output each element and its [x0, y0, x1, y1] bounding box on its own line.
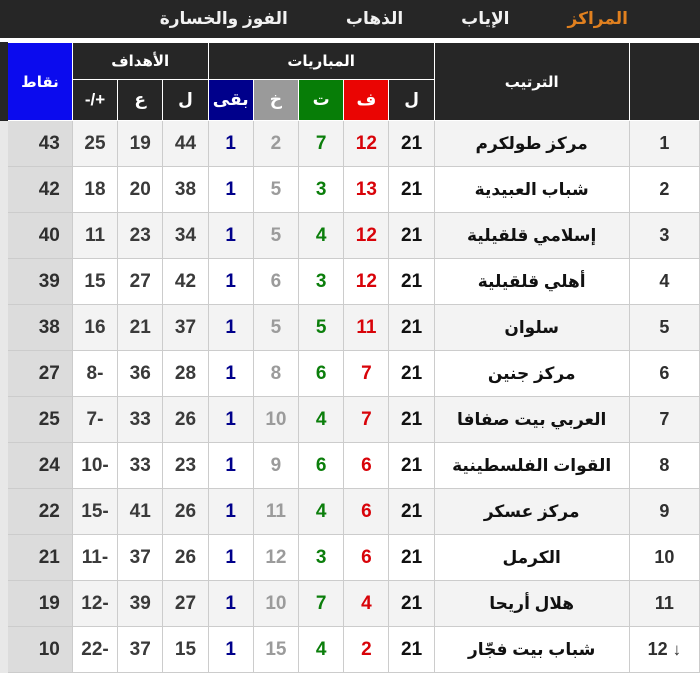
- losses-cell: 9: [253, 443, 298, 489]
- team-name[interactable]: مركز طولكرم: [434, 121, 629, 167]
- draws-cell: 4: [299, 627, 344, 673]
- points-cell: 43: [4, 121, 72, 167]
- goal-diff-cell: -22: [72, 627, 117, 673]
- table-row[interactable]: [4, 259, 700, 305]
- team-name[interactable]: هلال أريحا: [434, 581, 629, 627]
- played-cell: 21: [389, 213, 434, 259]
- goal-diff-cell: -7: [72, 397, 117, 443]
- rank-cell: 7: [629, 397, 699, 443]
- goals-for-cell: 34: [163, 213, 208, 259]
- wins-cell: 6: [344, 443, 389, 489]
- goals-against-cell: 33: [118, 397, 163, 443]
- team-name[interactable]: العربي بيت صفافا: [434, 397, 629, 443]
- goals-against-cell: 27: [118, 259, 163, 305]
- goals-for-header: ل: [163, 80, 208, 121]
- played-cell: 21: [389, 305, 434, 351]
- draws-cell: 7: [299, 581, 344, 627]
- draws-cell: 6: [299, 443, 344, 489]
- rank-cell: 8: [629, 443, 699, 489]
- points-cell: 10: [4, 627, 72, 673]
- goals-against-cell: 39: [118, 581, 163, 627]
- goals-against-cell: 21: [118, 305, 163, 351]
- losses-cell: 10: [253, 397, 298, 443]
- losses-cell: 5: [253, 167, 298, 213]
- rank-cell: 9: [629, 489, 699, 535]
- goals-for-cell: 27: [163, 581, 208, 627]
- goal-diff-cell: -12: [72, 581, 117, 627]
- table-row[interactable]: [4, 121, 700, 167]
- table-row[interactable]: [4, 167, 700, 213]
- standings-body: [4, 121, 700, 673]
- points-cell: 40: [4, 213, 72, 259]
- goals-against-cell: 20: [118, 167, 163, 213]
- relegation-arrow-icon: ↓: [672, 639, 682, 659]
- remaining-header: بقى: [208, 80, 253, 121]
- table-row[interactable]: [4, 489, 700, 535]
- played-cell: 21: [389, 351, 434, 397]
- wins-cell: 12: [344, 259, 389, 305]
- rank-cell: 12 ↓: [629, 627, 699, 673]
- points-cell: 19: [4, 581, 72, 627]
- goals-against-header: ع: [118, 80, 163, 121]
- draws-cell: 5: [299, 305, 344, 351]
- remaining-cell: 1: [208, 443, 253, 489]
- points-cell: 27: [4, 351, 72, 397]
- wins-cell: 7: [344, 397, 389, 443]
- remaining-cell: 1: [208, 259, 253, 305]
- team-name[interactable]: مركز جنين: [434, 351, 629, 397]
- tab-win-loss[interactable]: الفوز والخسارة: [159, 9, 288, 28]
- losses-cell: 11: [253, 489, 298, 535]
- rank-cell: 4: [629, 259, 699, 305]
- wins-cell: 2: [344, 627, 389, 673]
- rank-cell: 10: [629, 535, 699, 581]
- rank-cell: 6: [629, 351, 699, 397]
- team-name[interactable]: شباب العبيدية: [434, 167, 629, 213]
- wins-cell: 11: [344, 305, 389, 351]
- losses-cell: 5: [253, 213, 298, 259]
- losses-cell: 15: [253, 627, 298, 673]
- played-cell: 21: [389, 121, 434, 167]
- table-row[interactable]: [4, 627, 700, 673]
- draws-cell: 3: [299, 259, 344, 305]
- draws-cell: 3: [299, 535, 344, 581]
- goals-against-cell: 23: [118, 213, 163, 259]
- losses-cell: 5: [253, 305, 298, 351]
- goals-against-cell: 41: [118, 489, 163, 535]
- draws-header: ت: [299, 80, 344, 121]
- remaining-cell: 1: [208, 167, 253, 213]
- wins-cell: 13: [344, 167, 389, 213]
- remaining-cell: 1: [208, 351, 253, 397]
- table-row[interactable]: [4, 581, 700, 627]
- table-row[interactable]: [4, 443, 700, 489]
- points-cell: 25: [4, 397, 72, 443]
- team-name[interactable]: شباب بيت فجّار: [434, 627, 629, 673]
- points-cell: 42: [4, 167, 72, 213]
- remaining-cell: 1: [208, 535, 253, 581]
- goals-against-cell: 33: [118, 443, 163, 489]
- losses-cell: 2: [253, 121, 298, 167]
- goals-against-cell: 37: [118, 535, 163, 581]
- remaining-cell: 1: [208, 489, 253, 535]
- played-header: ل: [389, 80, 434, 121]
- goal-diff-cell: 16: [72, 305, 117, 351]
- goal-diff-cell: -10: [72, 443, 117, 489]
- rank-cell: 2: [629, 167, 699, 213]
- rank-cell: 3: [629, 213, 699, 259]
- wins-cell: 12: [344, 213, 389, 259]
- rank-cell: 5: [629, 305, 699, 351]
- draws-cell: 6: [299, 351, 344, 397]
- wins-cell: 12: [344, 121, 389, 167]
- table-row[interactable]: [4, 535, 700, 581]
- tab-first-leg[interactable]: الذهاب: [345, 9, 404, 28]
- losses-cell: 12: [253, 535, 298, 581]
- draws-cell: 4: [299, 489, 344, 535]
- remaining-cell: 1: [208, 121, 253, 167]
- played-cell: 21: [389, 489, 434, 535]
- matches-group-header: المباريات: [208, 43, 434, 80]
- table-row[interactable]: [4, 351, 700, 397]
- losses-cell: 8: [253, 351, 298, 397]
- goals-for-cell: 37: [163, 305, 208, 351]
- points-cell: 24: [4, 443, 72, 489]
- wins-cell: 6: [344, 535, 389, 581]
- goals-for-cell: 26: [163, 397, 208, 443]
- losses-cell: 6: [253, 259, 298, 305]
- goals-for-cell: 38: [163, 167, 208, 213]
- goal-diff-cell: -15: [72, 489, 117, 535]
- remaining-cell: 1: [208, 627, 253, 673]
- goals-against-cell: 37: [118, 627, 163, 673]
- played-cell: 21: [389, 167, 434, 213]
- team-name[interactable]: الكرمل: [434, 535, 629, 581]
- goals-for-cell: 23: [163, 443, 208, 489]
- played-cell: 21: [389, 397, 434, 443]
- played-cell: 21: [389, 535, 434, 581]
- standings-table: [0, 42, 700, 673]
- goals-for-cell: 26: [163, 489, 208, 535]
- table-row[interactable]: [4, 305, 700, 351]
- points-header: نقاط: [4, 43, 72, 121]
- draws-cell: 7: [299, 121, 344, 167]
- remaining-cell: 1: [208, 213, 253, 259]
- goals-for-cell: 44: [163, 121, 208, 167]
- wins-cell: 4: [344, 581, 389, 627]
- draws-cell: 4: [299, 397, 344, 443]
- played-cell: 21: [389, 627, 434, 673]
- goal-diff-header: +/-: [72, 80, 117, 121]
- goals-for-cell: 26: [163, 535, 208, 581]
- team-name[interactable]: سلوان: [434, 305, 629, 351]
- goal-diff-cell: -11: [72, 535, 117, 581]
- goals-for-cell: 15: [163, 627, 208, 673]
- goals-against-cell: 19: [118, 121, 163, 167]
- tab-standings[interactable]: المراكز: [567, 9, 628, 28]
- remaining-cell: 1: [208, 581, 253, 627]
- team-name[interactable]: أهلي قلقيلية: [434, 259, 629, 305]
- standings-header: الترتيب: [434, 43, 629, 121]
- table-row[interactable]: [4, 213, 700, 259]
- points-cell: 22: [4, 489, 72, 535]
- goal-diff-cell: 18: [72, 167, 117, 213]
- team-name[interactable]: إسلامي قلقيلية: [434, 213, 629, 259]
- points-cell: 38: [4, 305, 72, 351]
- losses-header: خ: [253, 80, 298, 121]
- played-cell: 21: [389, 581, 434, 627]
- rank-cell: 1: [629, 121, 699, 167]
- remaining-cell: 1: [208, 305, 253, 351]
- draws-cell: 4: [299, 213, 344, 259]
- rank-cell: 11: [629, 581, 699, 627]
- team-name[interactable]: القوات الفلسطينية: [434, 443, 629, 489]
- wins-cell: 6: [344, 489, 389, 535]
- goal-diff-cell: 15: [72, 259, 117, 305]
- points-cell: 21: [4, 535, 72, 581]
- goals-for-cell: 42: [163, 259, 208, 305]
- points-cell: 39: [4, 259, 72, 305]
- goals-group-header: الأهداف: [72, 43, 208, 80]
- tab-bar: [0, 0, 700, 38]
- goals-for-cell: 28: [163, 351, 208, 397]
- draws-cell: 3: [299, 167, 344, 213]
- played-cell: 21: [389, 443, 434, 489]
- goals-against-cell: 36: [118, 351, 163, 397]
- remaining-cell: 1: [208, 397, 253, 443]
- wins-cell: 7: [344, 351, 389, 397]
- losses-cell: 10: [253, 581, 298, 627]
- wins-header: ف: [344, 80, 389, 121]
- played-cell: 21: [389, 259, 434, 305]
- tab-second-leg[interactable]: الإياب: [461, 9, 510, 28]
- table-row[interactable]: [4, 397, 700, 443]
- goal-diff-cell: 25: [72, 121, 117, 167]
- team-name[interactable]: مركز عسكر: [434, 489, 629, 535]
- goal-diff-cell: 11: [72, 213, 117, 259]
- rank-column-header: [629, 43, 699, 121]
- goal-diff-cell: -8: [72, 351, 117, 397]
